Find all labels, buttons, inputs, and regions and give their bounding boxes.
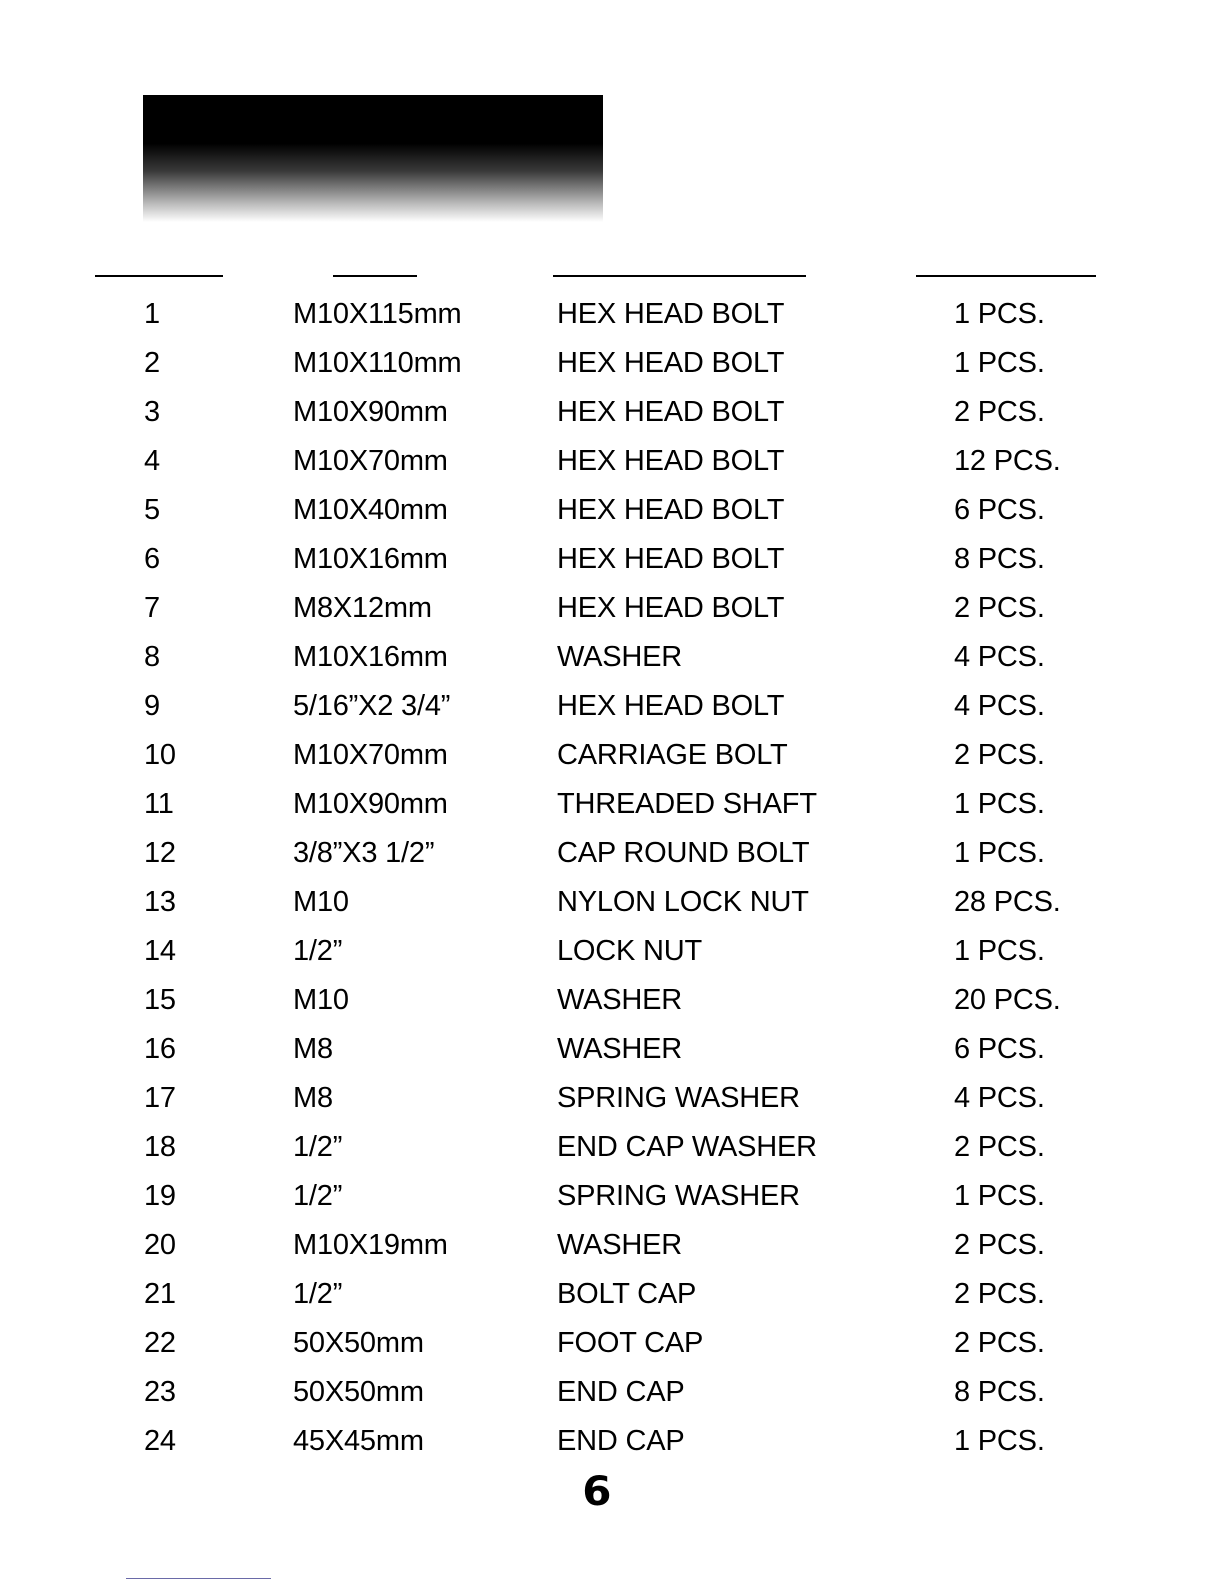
- part-quantity: 6 PCS.: [954, 494, 1045, 526]
- parts-row: [0, 1123, 1225, 1172]
- parts-row: [0, 976, 1225, 1025]
- part-number: 6: [144, 543, 160, 575]
- footer-rule: [126, 1578, 271, 1579]
- part-number: 14: [144, 935, 176, 967]
- part-number: 20: [144, 1229, 176, 1261]
- part-quantity: 20 PCS.: [954, 984, 1061, 1016]
- column-underline-qty: [916, 275, 1096, 277]
- part-spec: M10X40mm: [293, 494, 448, 526]
- part-spec: 1/2”: [293, 935, 343, 967]
- part-number: 21: [144, 1278, 176, 1310]
- part-description: WASHER: [557, 1229, 683, 1261]
- part-number: 1: [144, 298, 160, 330]
- part-spec: M10: [293, 886, 349, 918]
- part-spec: M10: [293, 984, 349, 1016]
- part-description: THREADED SHAFT: [557, 788, 817, 820]
- part-quantity: 2 PCS.: [954, 592, 1045, 624]
- part-spec: M10X16mm: [293, 641, 448, 673]
- part-number: 12: [144, 837, 176, 869]
- part-quantity: 12 PCS.: [954, 445, 1061, 477]
- part-description: WASHER: [557, 984, 683, 1016]
- parts-row: [0, 535, 1225, 584]
- part-quantity: 6 PCS.: [954, 1033, 1045, 1065]
- parts-list: [0, 290, 1225, 1466]
- part-quantity: 8 PCS.: [954, 543, 1045, 575]
- parts-row: [0, 682, 1225, 731]
- part-quantity: 2 PCS.: [954, 739, 1045, 771]
- parts-row: [0, 339, 1225, 388]
- part-quantity: 2 PCS.: [954, 396, 1045, 428]
- part-description: END CAP WASHER: [557, 1131, 817, 1163]
- parts-row: [0, 388, 1225, 437]
- part-number: 17: [144, 1082, 176, 1114]
- part-number: 4: [144, 445, 160, 477]
- part-quantity: 1 PCS.: [954, 347, 1045, 379]
- part-description: NYLON LOCK NUT: [557, 886, 809, 918]
- part-description: HEX HEAD BOLT: [557, 396, 785, 428]
- part-quantity: 2 PCS.: [954, 1131, 1045, 1163]
- parts-row: [0, 1172, 1225, 1221]
- part-quantity: 1 PCS.: [954, 837, 1045, 869]
- part-description: WASHER: [557, 1033, 683, 1065]
- parts-row: [0, 1368, 1225, 1417]
- part-quantity: 1 PCS.: [954, 788, 1045, 820]
- parts-row: [0, 633, 1225, 682]
- parts-row: [0, 1074, 1225, 1123]
- part-quantity: 4 PCS.: [954, 641, 1045, 673]
- part-description: WASHER: [557, 641, 683, 673]
- part-number: 19: [144, 1180, 176, 1212]
- parts-row: [0, 1319, 1225, 1368]
- part-quantity: 4 PCS.: [954, 1082, 1045, 1114]
- part-spec: 45X45mm: [293, 1425, 424, 1457]
- part-description: HEX HEAD BOLT: [557, 592, 785, 624]
- column-underline-spec: [333, 275, 417, 277]
- part-number: 5: [144, 494, 160, 526]
- part-spec: 50X50mm: [293, 1376, 424, 1408]
- parts-row: [0, 1417, 1225, 1466]
- part-quantity: 1 PCS.: [954, 1180, 1045, 1212]
- column-underline-description: [553, 275, 806, 277]
- part-number: 2: [144, 347, 160, 379]
- part-spec: 1/2”: [293, 1180, 343, 1212]
- parts-row: [0, 927, 1225, 976]
- part-description: BOLT CAP: [557, 1278, 697, 1310]
- part-description: LOCK NUT: [557, 935, 703, 967]
- parts-row: [0, 290, 1225, 339]
- part-spec: 3/8”X3 1/2”: [293, 837, 435, 869]
- part-description: END CAP: [557, 1376, 685, 1408]
- part-quantity: 8 PCS.: [954, 1376, 1045, 1408]
- part-number: 9: [144, 690, 160, 722]
- parts-row: [0, 1025, 1225, 1074]
- part-spec: 50X50mm: [293, 1327, 424, 1359]
- part-description: HEX HEAD BOLT: [557, 543, 785, 575]
- part-quantity: 2 PCS.: [954, 1327, 1045, 1359]
- part-description: HEX HEAD BOLT: [557, 494, 785, 526]
- part-description: HEX HEAD BOLT: [557, 347, 785, 379]
- part-number: 8: [144, 641, 160, 673]
- part-number: 24: [144, 1425, 176, 1457]
- part-number: 22: [144, 1327, 176, 1359]
- parts-row: [0, 1221, 1225, 1270]
- part-spec: 1/2”: [293, 1131, 343, 1163]
- part-number: 15: [144, 984, 176, 1016]
- part-quantity: 2 PCS.: [954, 1278, 1045, 1310]
- part-spec: M8X12mm: [293, 592, 432, 624]
- part-spec: M8: [293, 1033, 333, 1065]
- part-description: SPRING WASHER: [557, 1180, 800, 1212]
- part-spec: M10X90mm: [293, 396, 448, 428]
- part-spec: 1/2”: [293, 1278, 343, 1310]
- parts-row: [0, 731, 1225, 780]
- parts-row: [0, 878, 1225, 927]
- part-number: 13: [144, 886, 176, 918]
- part-number: 18: [144, 1131, 176, 1163]
- part-number: 3: [144, 396, 160, 428]
- part-spec: M10X115mm: [293, 298, 462, 330]
- part-quantity: 1 PCS.: [954, 298, 1045, 330]
- part-spec: M10X90mm: [293, 788, 448, 820]
- part-description: HEX HEAD BOLT: [557, 445, 785, 477]
- parts-row: [0, 584, 1225, 633]
- part-spec: 5/16”X2 3/4”: [293, 690, 451, 722]
- parts-row: [0, 437, 1225, 486]
- part-description: END CAP: [557, 1425, 685, 1457]
- part-number: 10: [144, 739, 176, 771]
- part-description: HEX HEAD BOLT: [557, 298, 785, 330]
- part-description: FOOT CAP: [557, 1327, 704, 1359]
- parts-row: [0, 829, 1225, 878]
- part-description: HEX HEAD BOLT: [557, 690, 785, 722]
- parts-row: [0, 1270, 1225, 1319]
- parts-row: [0, 486, 1225, 535]
- part-number: 23: [144, 1376, 176, 1408]
- part-spec: M10X16mm: [293, 543, 448, 575]
- part-spec: M8: [293, 1082, 333, 1114]
- part-number: 7: [144, 592, 160, 624]
- part-spec: M10X70mm: [293, 739, 448, 771]
- part-quantity: 4 PCS.: [954, 690, 1045, 722]
- part-spec: M10X110mm: [293, 347, 462, 379]
- page-number: 6: [582, 1469, 612, 1515]
- parts-row: [0, 780, 1225, 829]
- part-quantity: 2 PCS.: [954, 1229, 1045, 1261]
- column-underline-no: [95, 275, 223, 277]
- part-spec: M10X70mm: [293, 445, 448, 477]
- part-spec: M10X19mm: [293, 1229, 448, 1261]
- part-quantity: 28 PCS.: [954, 886, 1061, 918]
- part-number: 11: [144, 788, 174, 820]
- part-quantity: 1 PCS.: [954, 935, 1045, 967]
- part-description: CAP ROUND BOLT: [557, 837, 810, 869]
- part-description: SPRING WASHER: [557, 1082, 800, 1114]
- part-description: CARRIAGE BOLT: [557, 739, 788, 771]
- part-number: 16: [144, 1033, 176, 1065]
- header-banner: [143, 95, 603, 222]
- part-quantity: 1 PCS.: [954, 1425, 1045, 1457]
